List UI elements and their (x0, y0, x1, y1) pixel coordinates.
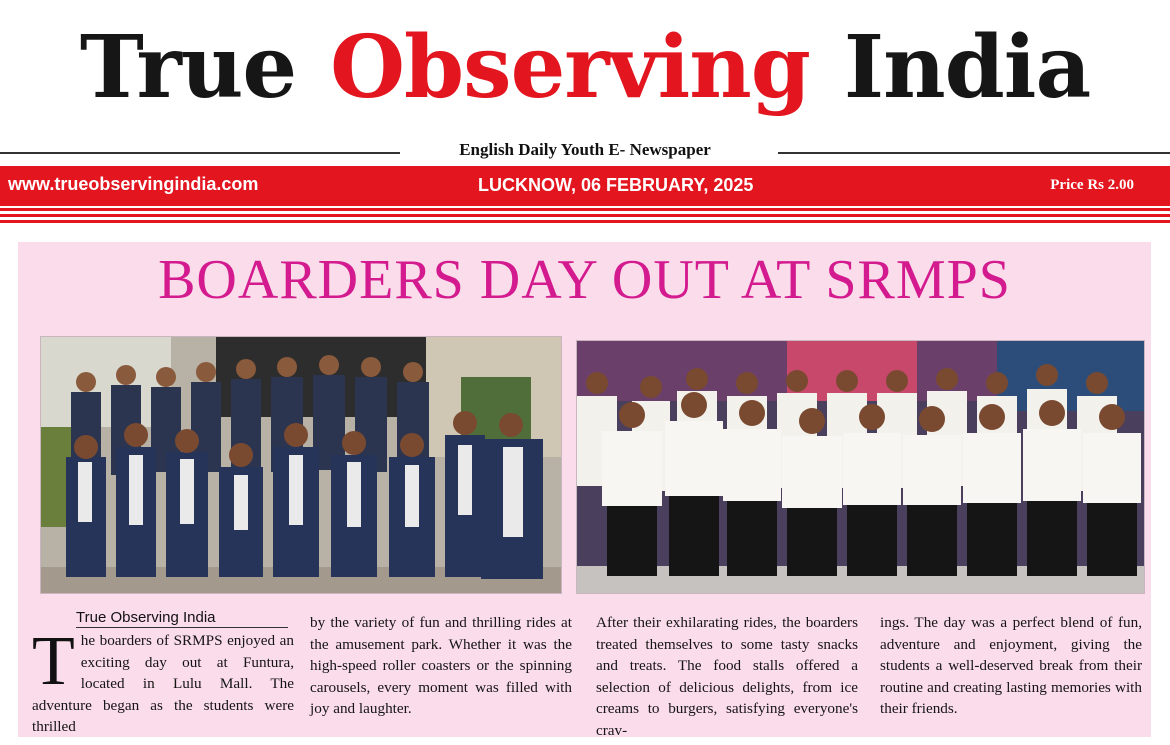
drop-cap: T (32, 623, 75, 700)
article-column-4: ings. The day was a perfect blend of fun, adventure and enjoyment, giving the students a well-deserved break from their routine and creating lasting memories with their friends. (880, 614, 1142, 717)
divider-stripe (0, 220, 1170, 223)
divider-stripe (0, 214, 1170, 217)
article-byline: True Observing India (76, 609, 288, 628)
masthead (0, 0, 1170, 160)
article-column-2: by the variety of fun and thrilling rides at the amusement park. Whether it was the high-speed roller coasters or the spinning carousels, every moment was filled with joy and laughter. (310, 614, 572, 717)
article-column-3: After their exhilarating rides, the boarders treated themselves to some tasty snacks and treats. The food stalls offered a selection of delicious delights, from ice creams to burgers, satisfying everyone's crav- (596, 614, 858, 739)
article-headline: BOARDERS DAY OUT AT SRMPS (158, 249, 1011, 311)
column-1-text: he boarders of SRMPS enjoyed an exciting day out at Funtura, located in Lulu Mall. The adventure began as the students were thrilled (32, 632, 294, 735)
boarders-in-blazers-photo (40, 336, 562, 594)
newspaper-title (0, 8, 1170, 128)
boarders-in-white-tshirts-photo (576, 340, 1145, 594)
info-bar (0, 166, 1170, 206)
dateline: LUCKNOW, 06 FEBRUARY, 2025 (478, 175, 754, 195)
article-panel (18, 242, 1151, 737)
divider-stripe (0, 208, 1170, 211)
tagline: English Daily Youth E- Newspaper (459, 140, 711, 159)
article-column-1 (32, 623, 294, 738)
title-word-observing: Observing (330, 17, 810, 118)
title-word-india: India (843, 17, 1091, 118)
title-word-true: True (79, 17, 297, 118)
price-label: Price Rs 2.00 (1050, 177, 1134, 193)
website-link[interactable]: www.trueobservingindia.com (8, 174, 259, 194)
